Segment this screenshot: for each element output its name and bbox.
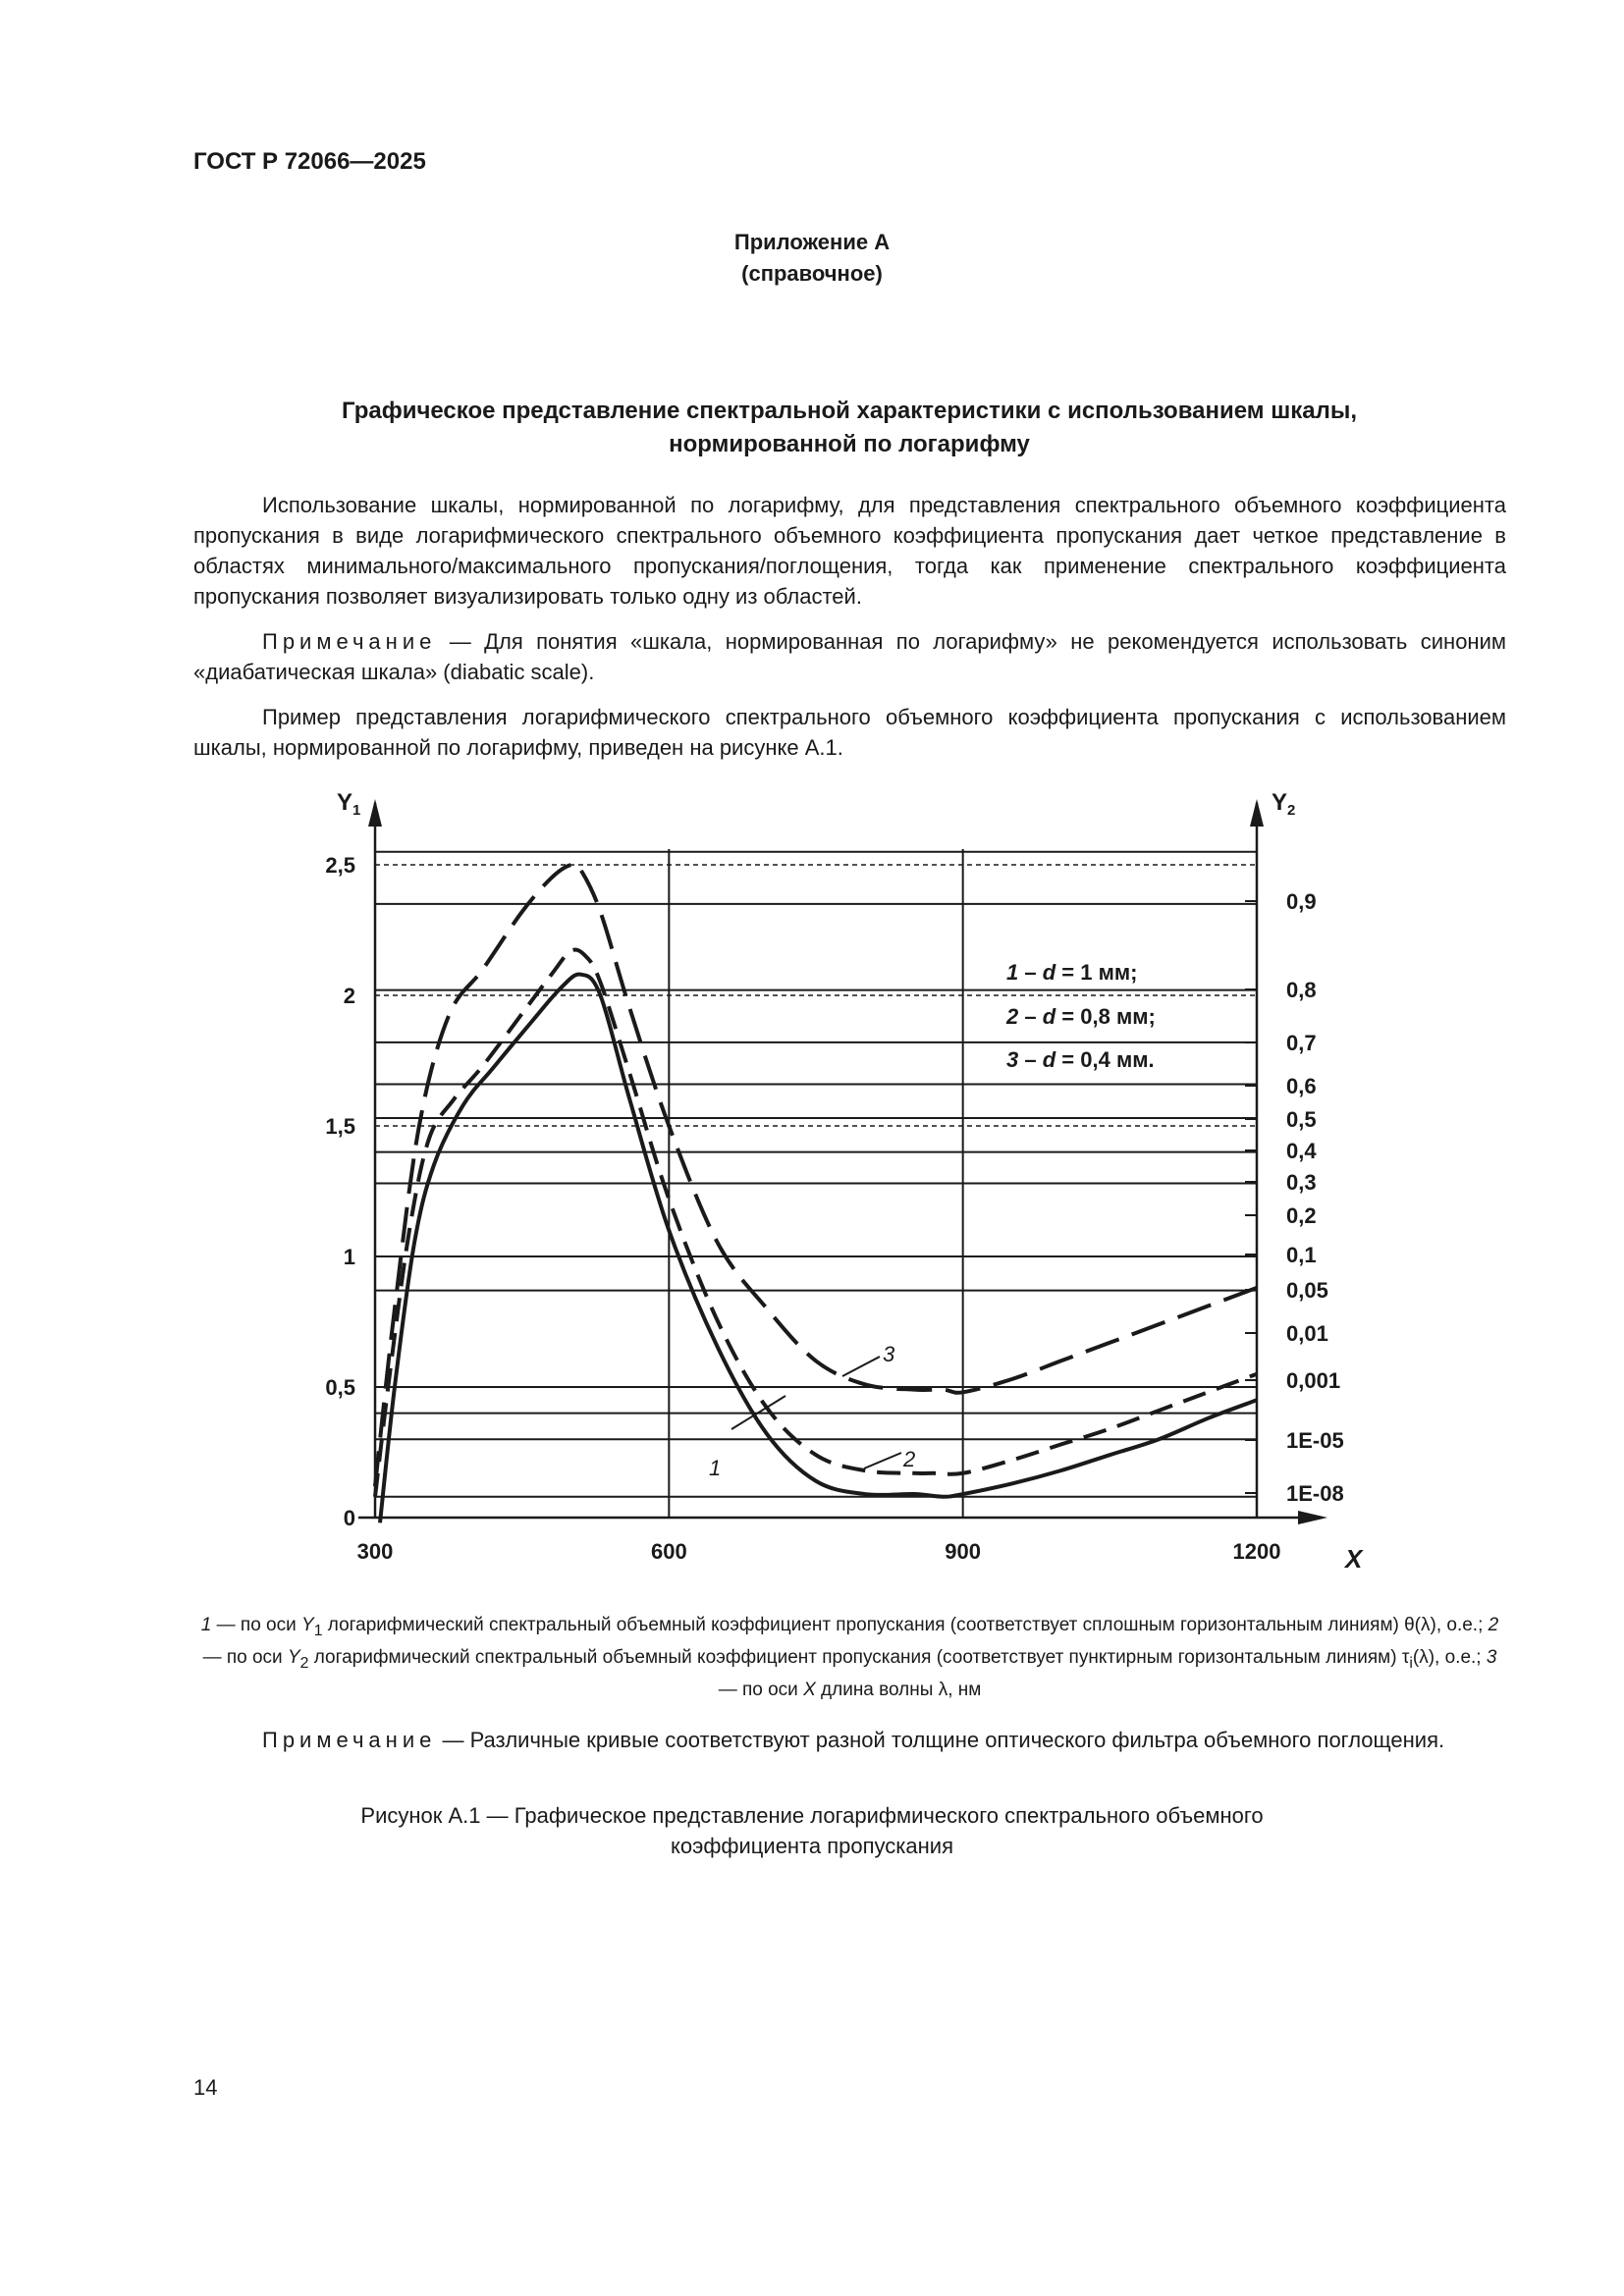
legend-num-3: 3 [1486, 1646, 1497, 1668]
curve-3 [375, 864, 1257, 1486]
legend-axis-1-sub: 1 [313, 1622, 323, 1639]
annex-type: (справочное) [741, 261, 883, 286]
y1-tick-label: 0 [343, 1506, 355, 1530]
legend-entry: 3 – d = 0,4 мм. [1006, 1047, 1155, 1072]
y2-tick-label: 0,9 [1286, 889, 1317, 914]
y1-tick-label: 2 [343, 984, 355, 1008]
document-code: ГОСТ Р 72066—2025 [193, 148, 426, 175]
section-title-line2: нормированной по логарифму [669, 431, 1030, 457]
legend-entry: 1 – d = 1 мм; [1006, 960, 1138, 985]
y1-axis-arrow [368, 799, 382, 827]
curve-label-3: 3 [883, 1342, 895, 1366]
x-axis-arrow [1298, 1511, 1327, 1524]
legend-num-1: 1 [200, 1615, 212, 1635]
legend-text-2c: (λ), о.е.; [1412, 1646, 1487, 1668]
y2-tick-label: 0,05 [1286, 1278, 1328, 1303]
y2-tick-label: 0,4 [1286, 1139, 1317, 1163]
callout-line-3 [842, 1357, 880, 1376]
y1-tick-label: 1 [343, 1245, 355, 1269]
annex-title: Приложение А [733, 230, 891, 254]
paragraph-example: Пример представления логарифмического спектрального объемного коэффициента пропускания с использованием шкалы, нормированной по логарифму, приведен на рисунке А.1. [193, 705, 1506, 760]
y1-tick-label: 0,5 [325, 1375, 355, 1400]
note-2-label: Примечание [262, 1728, 437, 1752]
y2-tick-label: 0,001 [1286, 1368, 1341, 1393]
y2-axis-title-sub: 2 [1287, 802, 1296, 819]
x-tick-label: 600 [650, 1539, 687, 1564]
x-tick-label: 900 [945, 1539, 982, 1564]
section-title-line1: Графическое представление спектральной характеристики с использованием шкалы, [342, 398, 1357, 424]
curve-label-1: 1 [709, 1456, 722, 1480]
page-number: 14 [193, 2075, 218, 2100]
y2-tick-label: 0,2 [1286, 1203, 1317, 1228]
figure-caption-line2: коэффициента пропускания [670, 1834, 954, 1858]
legend-axis-1: Y [301, 1615, 314, 1635]
y2-tick-label: 0,6 [1286, 1074, 1317, 1098]
legend-text-2b: логарифмический спектральный объемный коэффициент пропускания (соответствует пунктирным горизонтальным линиям) τ [308, 1646, 1410, 1668]
y1-tick-label: 1,5 [325, 1114, 355, 1139]
y1-axis-title: Y [337, 789, 353, 816]
figure-legend [193, 1612, 1506, 1703]
y2-tick-label: 0,01 [1286, 1321, 1328, 1346]
note-2-text: — Различные кривые соответствуют разной толщине оптического фильтра объемного поглощения. [436, 1728, 1445, 1752]
figure-caption [0, 1800, 1624, 1861]
y2-tick-label: 0,5 [1286, 1107, 1317, 1132]
legend-entry: 2 – d = 0,8 мм; [1006, 1004, 1156, 1029]
y2-tick-label: 1E-08 [1286, 1481, 1344, 1506]
y2-tick-label: 0,3 [1286, 1170, 1317, 1195]
y1-tick-label: 2,5 [325, 853, 355, 878]
paragraph-intro: Использование шкалы, нормированной по логарифму, для представления спектрального объемного коэффициента пропускания в виде логарифмического спектрального объемного коэффициента пропускания дает четкое представление в областях минимального/максимального пропускания/поглощения, тогда как применение спектрального коэффициента пропускания позволяет визуализировать только одну из областей. [193, 493, 1506, 609]
figure-caption-line1: Рисунок А.1 — Графическое представление логарифмического спектрального объемного [360, 1803, 1264, 1828]
legend-num-2: 2 [1488, 1615, 1499, 1635]
legend-axis-3: X [803, 1679, 816, 1700]
legend-axis-2: Y [287, 1646, 300, 1668]
x-tick-label: 300 [356, 1539, 394, 1564]
x-axis-title: X [1345, 1544, 1363, 1574]
y2-axis-arrow [1250, 799, 1264, 827]
y1-axis-title-sub: 1 [352, 802, 361, 819]
note-2 [193, 1725, 1506, 1755]
legend-tau-sub: i [1409, 1654, 1413, 1672]
legend-text-3b: длина волны λ, нм [815, 1679, 982, 1700]
legend-text-1b: логарифмический спектральный объемный коэффициент пропускания (соответствует сплошным горизонтальным линиям) θ(λ), о.е.; [322, 1615, 1489, 1635]
curve-label-2: 2 [903, 1447, 916, 1471]
legend-text-2a: — по оси [202, 1646, 288, 1668]
curve-2 [375, 950, 1257, 1497]
legend-text-1a: — по оси [211, 1615, 301, 1635]
legend-axis-2-sub: 2 [299, 1654, 309, 1672]
y2-tick-label: 0,7 [1286, 1031, 1317, 1055]
legend-text-3a: — по оси [718, 1679, 804, 1700]
callout-line-2 [864, 1453, 901, 1468]
y2-axis-title: Y [1272, 789, 1288, 816]
x-tick-label: 1200 [1232, 1539, 1281, 1564]
y2-tick-label: 1E-05 [1286, 1428, 1344, 1453]
y2-tick-label: 0,8 [1286, 978, 1317, 1002]
y2-tick-label: 0,1 [1286, 1243, 1317, 1267]
note-text: — Для понятия «шкала, нормированная по логарифму» не рекомендуется использовать синоним «диабатическая шкала» (diabatic scale). [193, 629, 1506, 684]
note-label: Примечание [262, 629, 437, 654]
